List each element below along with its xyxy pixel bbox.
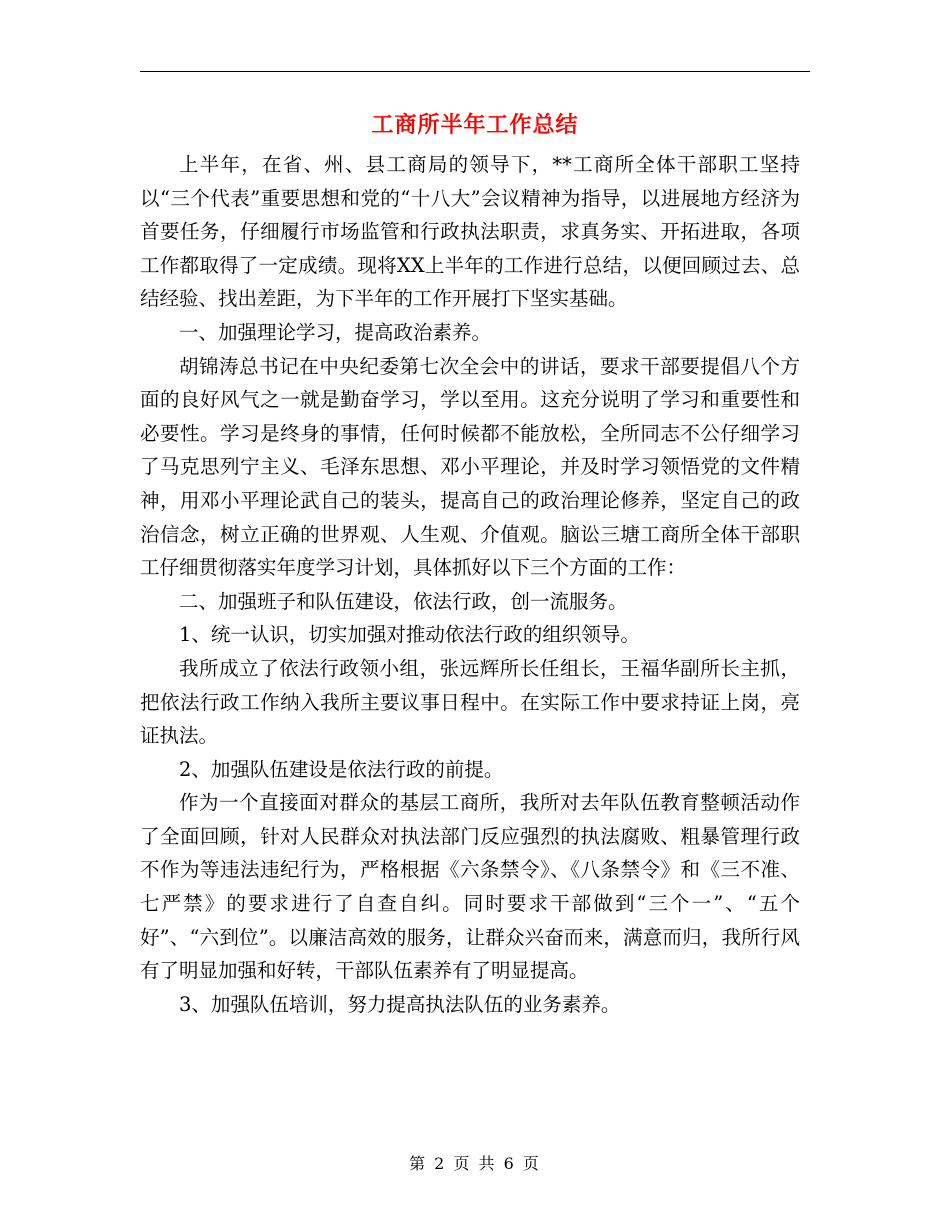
page-footer (140, 1152, 810, 1176)
paragraph-team: 作为一个直接面对群众的基层工商所，我所对去年队伍教育整顿活动作了全面回顾，针对人民群众对执法部门反应强烈的执法腐败、粗暴管理行政不作为等违法违纪行为，严格根据《六条禁令》、《八条禁令》和《三不准、七严禁》的要求进行了自查自纠。同时要求干部做到“三个一”、“五个好”、“六到位”。以廉洁高效的服务，让群众兴奋而来，满意而归，我所行风有了明显加强和好转，干部队伍素养有了明显提高。 (140, 791, 800, 983)
heading-section-2: 二、加强班子和队伍建设，依法行政，创一流服务。 (179, 589, 628, 613)
heading-section-1: 一、加强理论学习，提高政治素养。 (179, 320, 492, 344)
document-title: 工商所半年工作总结 (371, 112, 579, 138)
heading-item-1: 1、统一认识，切实加强对推动依法行政的组织领导。 (179, 623, 640, 647)
footer-total-pages: 6 (503, 1154, 516, 1173)
heading-item-2: 2、加强队伍建设是依法行政的前提。 (179, 757, 504, 781)
document-body (140, 148, 800, 1021)
paragraph-leadership: 我所成立了依法行政领小组，张远辉所长任组长，王福华副所长主抓，把依法行政工作纳入我所主要议事日程中。在实际工作中要求持证上岗，亮证执法。 (140, 656, 800, 748)
footer-middle: 页 共 (453, 1154, 497, 1173)
footer-prefix: 第 (409, 1154, 428, 1173)
paragraph-study: 胡锦涛总书记在中央纪委第七次全会中的讲话，要求干部要提倡八个方面的良好风气之一就是勤奋学习，学以至用。这充分说明了学习和重要性和必要性。学习是终身的事情，任何时候都不能放松，全所同志不公仔细学习了马克思列宁主义、毛泽东思想、邓小平理论，并及时学习领悟党的文件精神，用邓小平理论武自己的装头，提高自己的政治理论修养，坚定自己的政治信念，树立正确的世界观、人生观、介值观。脑讼三塘工商所全体干部职工仔细贯彻落实年度学习计划，具体抓好以下三个方面的工作： (140, 354, 800, 580)
paragraph-intro: 上半年，在省、州、县工商局的领导下，**工商所全体干部职工坚持以“三个代表”重要思想和党的“十八大”会议精神为指导，以进展地方经济为首要任务，仔细履行市场监管和行政执法职责，求真务实、开拓进取，各项工作都取得了一定成绩。现将XX上半年的工作进行总结，以便回顾过去、总结经验、找出差距，为下半年的工作开展打下坚实基础。 (140, 153, 800, 311)
footer-suffix: 页 (522, 1154, 541, 1173)
header-rule (140, 71, 810, 72)
footer-current-page: 2 (434, 1154, 447, 1173)
heading-item-3: 3、加强队伍培训，努力提高执法队伍的业务素养。 (179, 992, 621, 1016)
